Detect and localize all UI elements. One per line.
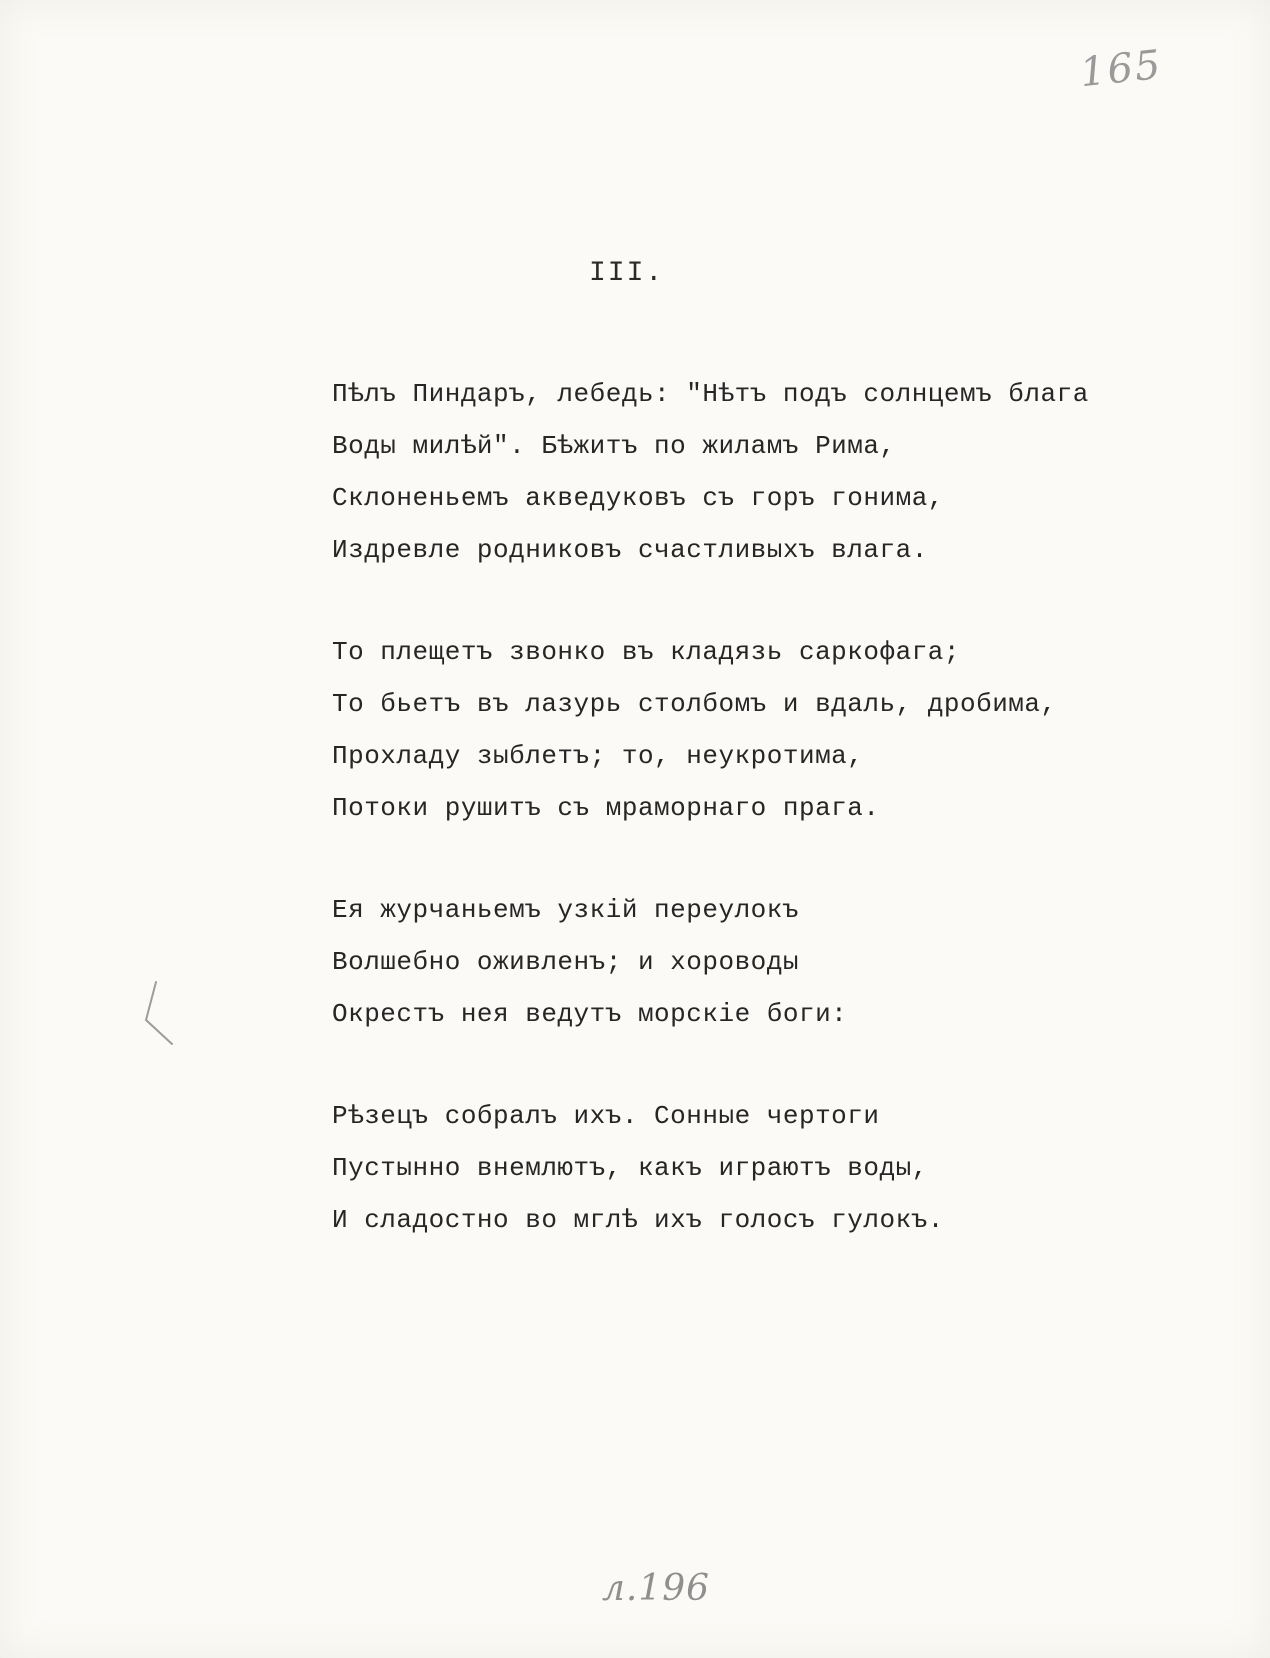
poem-line: Издревле родниковъ счастливыхъ влага. — [332, 535, 928, 565]
poem-line: Волшебно оживленъ; и хороводы — [332, 947, 799, 977]
stanza-1 — [332, 368, 1132, 576]
stanza-2 — [332, 626, 1132, 834]
sheet-number-mark: л.196 — [602, 1568, 711, 1609]
poem-line: То плещетъ звонко въ кладязь саркофага; — [332, 637, 960, 667]
poem-line: Пѣлъ Пиндаръ, лебедь: "Нѣтъ подъ солнцемъ блага — [332, 379, 1089, 409]
poem-title: III. — [589, 258, 665, 289]
poem-line: Пустынно внемлютъ, какъ играютъ воды, — [332, 1153, 928, 1183]
poem-body — [332, 368, 1132, 1296]
poem-line: Потоки рушитъ съ мраморнаго прага. — [332, 793, 880, 823]
poem-line: Рѣзецъ собралъ ихъ. Сонные чертоги — [332, 1101, 880, 1131]
poem-line: Ея журчаньемъ узкiй переулокъ — [332, 895, 799, 925]
stanza-3 — [332, 884, 1132, 1040]
poem-line: Прохладу зыблетъ; то, неукротима, — [332, 741, 864, 771]
poem-line: Воды милѣй". Бѣжитъ по жиламъ Рима, — [332, 431, 896, 461]
poem-line: Склоненьемъ акведуковъ съ горъ гонима, — [332, 483, 944, 513]
folio-number: 165 — [1077, 41, 1165, 97]
poem-line: То бьетъ въ лазурь столбомъ и вдаль, дробима, — [332, 689, 1057, 719]
stanza-4 — [332, 1090, 1132, 1246]
poem-line: И сладостно во мглѣ ихъ голосъ гулокъ. — [332, 1205, 944, 1235]
pencil-margin-mark-icon — [134, 978, 184, 1048]
poem-line: Окрестъ нея ведутъ морскiе боги: — [332, 999, 848, 1029]
